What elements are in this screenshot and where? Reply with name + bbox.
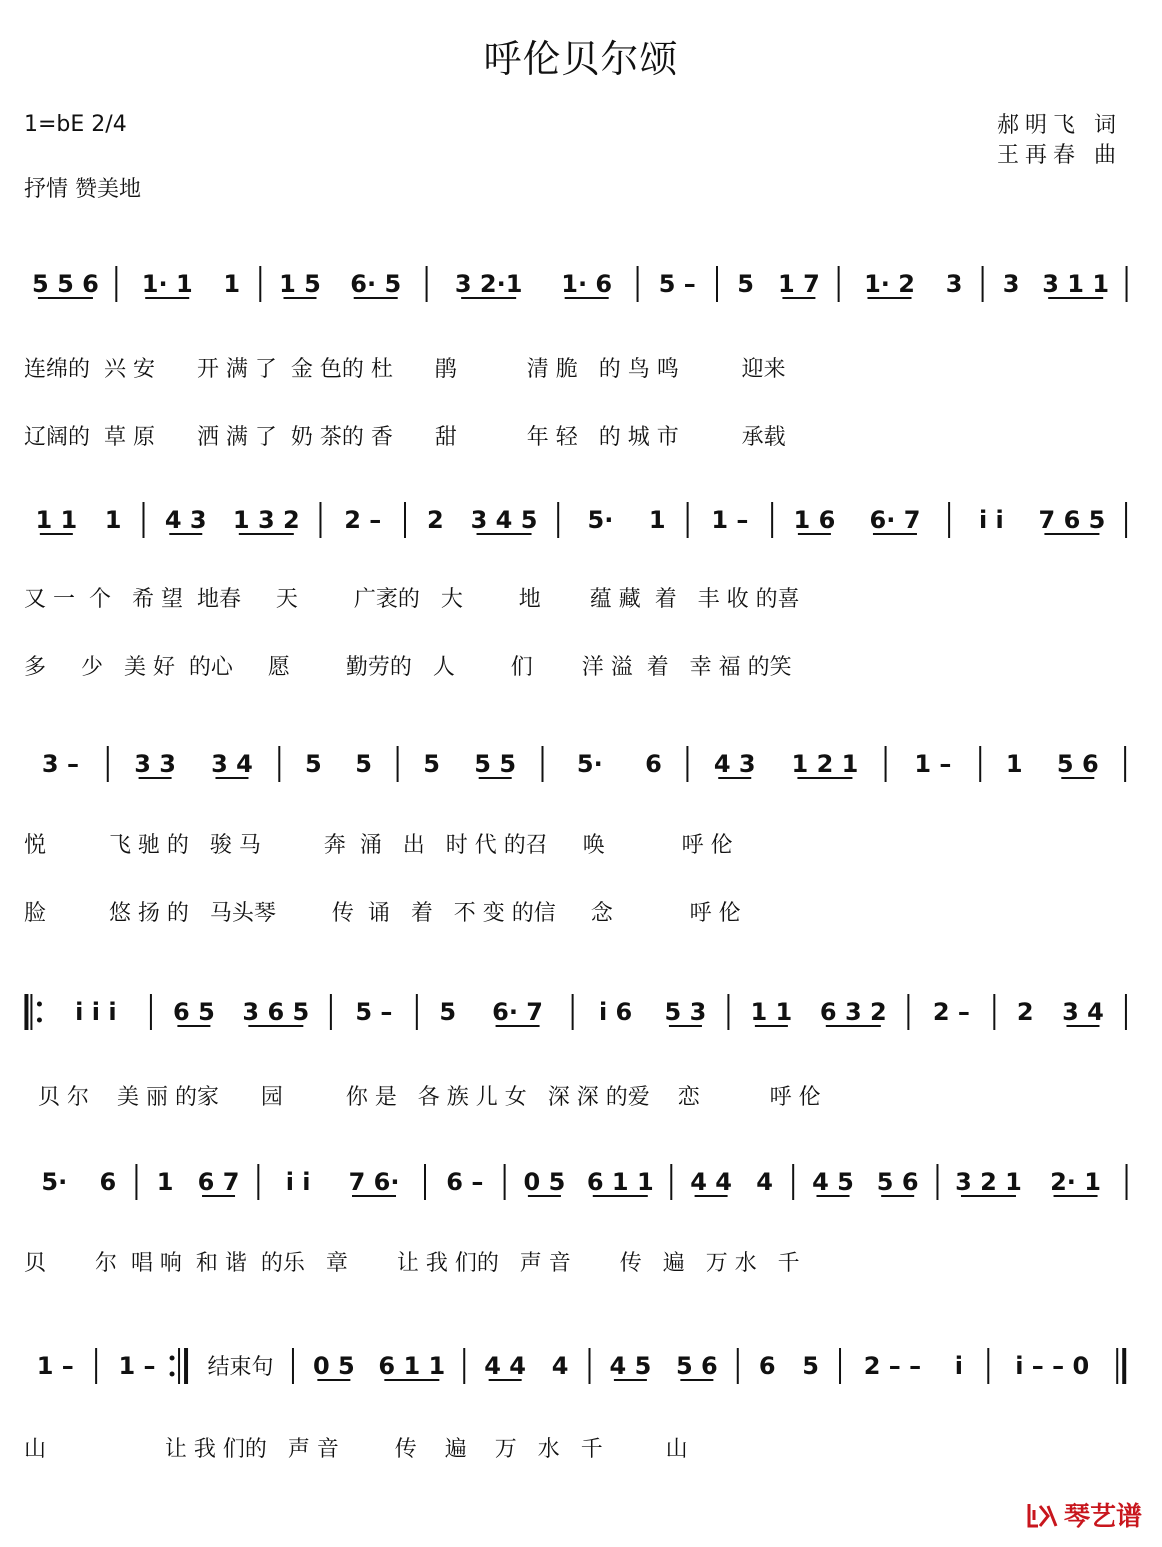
- note-group: 5: [304, 750, 322, 778]
- note-group: i i: [978, 506, 1004, 534]
- note-group: 6 3 2: [819, 998, 887, 1026]
- note-group: 1· 2: [864, 270, 915, 298]
- note-group: 6: [645, 750, 662, 778]
- note-group: 1: [223, 270, 241, 298]
- note-group: i 6: [598, 998, 633, 1026]
- notation-row-5: [22, 1146, 1134, 1216]
- note-group: i: [954, 1352, 964, 1380]
- note-group: i i i: [75, 998, 117, 1026]
- note-group: 3 4 5: [470, 506, 538, 534]
- note-group: 1 1: [35, 506, 78, 534]
- note-group: 4 4: [484, 1352, 527, 1380]
- logo-text: 琴艺谱: [1063, 1502, 1142, 1532]
- note-group: 3 2 1: [955, 1168, 1022, 1196]
- repeat-end: [170, 1348, 187, 1384]
- note-group: 2 – –: [863, 1352, 922, 1380]
- lyric-row-2-verse-2: 多 少 美 好 的心 愿 勤劳的 人 们 洋 溢 着 幸 福 的笑: [24, 655, 792, 680]
- note-group: 6· 7: [869, 506, 921, 534]
- note-group: i – – 0: [1015, 1352, 1090, 1380]
- note-group: 5·: [576, 750, 603, 778]
- lyric-row-1-verse-2: 辽阔的 草 原 洒 满 了 奶 茶的 香 甜 年 轻 的 城 市 承载: [24, 425, 786, 450]
- note-group: 4 3: [713, 750, 756, 778]
- coda-label: 结束句: [207, 1355, 274, 1380]
- note-group: 1· 6: [561, 270, 613, 298]
- note-group: 6: [758, 1352, 776, 1380]
- note-group: 6 1 1: [378, 1352, 446, 1380]
- note-group: 3 1 1: [1042, 270, 1110, 298]
- note-group: 4 3: [164, 506, 207, 534]
- note-group: 5 6: [876, 1168, 919, 1196]
- note-group: 1 2 1: [791, 750, 859, 778]
- note-group: 5: [423, 750, 440, 778]
- note-group: 5·: [41, 1168, 68, 1196]
- note-group: 5·: [587, 506, 614, 534]
- note-group: 3 4: [1062, 998, 1104, 1026]
- note-group: 2: [427, 506, 444, 534]
- score-title: 呼伦贝尔颂: [483, 37, 679, 81]
- note-group: 1 –: [711, 506, 749, 534]
- note-group: 0 5: [523, 1168, 566, 1196]
- note-group: 1: [1005, 750, 1023, 778]
- note-group: 5: [737, 270, 754, 298]
- composer-credit: 王再春 曲: [997, 143, 1122, 168]
- lyricist-credit: 郝明飞 词: [997, 113, 1122, 138]
- note-group: 1: [104, 506, 122, 534]
- note-group: 7 6·: [348, 1168, 400, 1196]
- notation-row-2: [22, 484, 1134, 554]
- note-group: 1 –: [118, 1352, 156, 1380]
- key-time-signature: 1=bE 2/4: [24, 112, 127, 137]
- note-group: 1 7: [778, 270, 820, 298]
- note-group: 5: [355, 750, 372, 778]
- note-group: 6 7: [197, 1168, 240, 1196]
- note-group: 4 5: [609, 1352, 652, 1380]
- note-group: 4 4: [690, 1168, 732, 1196]
- note-group: 1 1: [750, 998, 793, 1026]
- note-group: 5 5: [474, 750, 517, 778]
- notation-row-4: [22, 976, 1134, 1046]
- note-group: 1· 1: [141, 270, 193, 298]
- note-group: 1: [648, 506, 666, 534]
- note-group: 3 4: [211, 750, 253, 778]
- note-group: 3: [1002, 270, 1020, 298]
- note-group: 2 –: [932, 998, 970, 1026]
- note-group: 7 6 5: [1038, 506, 1106, 534]
- note-group: 1 –: [914, 750, 952, 778]
- note-group: 6 5: [173, 998, 215, 1026]
- note-group: 0 5: [312, 1352, 355, 1380]
- lyric-row-6: 山 让 我 们的 声 音 传 遍 万 水 千 山: [24, 1437, 688, 1462]
- note-group: 3 6 5: [242, 998, 310, 1026]
- lyric-row-3-verse-2: 脸 悠 扬 的 马头琴 传 诵 着 不 变 的信 念 呼 伦: [24, 901, 741, 926]
- site-logo: [1026, 1496, 1142, 1533]
- note-group: 3 3: [134, 750, 176, 778]
- lyric-row-5: 贝 尔 唱 响 和 谐 的乐 章 让 我 们的 声 音 传 遍 万 水 千: [24, 1251, 800, 1276]
- note-group: 5: [802, 1352, 819, 1380]
- note-group: 1 5: [279, 270, 321, 298]
- note-group: 1 6: [793, 506, 836, 534]
- lyric-row-3-verse-1: 悦 飞 驰 的 骏 马 奔 涌 出 时 代 的召 唤 呼 伦: [24, 833, 733, 858]
- note-group: 5 6: [1056, 750, 1099, 778]
- note-group: 3: [945, 270, 963, 298]
- note-group: 1 3 2: [232, 506, 300, 534]
- note-group: 2· 1: [1050, 1168, 1101, 1196]
- lyric-row-1-verse-1: 连绵的 兴 安 开 满 了 金 色的 杜 鹃 清 脆 的 鸟 鸣 迎来: [24, 357, 786, 382]
- note-group: 4 5: [812, 1168, 854, 1196]
- notation-row-1: [22, 248, 1134, 318]
- note-group: 4: [551, 1352, 569, 1380]
- note-group: 3 –: [41, 750, 79, 778]
- note-group: 2: [1016, 998, 1034, 1026]
- notation-row-3: [22, 728, 1134, 798]
- repeat-start: [26, 994, 42, 1030]
- note-group: 6· 7: [492, 998, 544, 1026]
- lyric-row-4: 贝 尔 美 丽 的家 园 你 是 各 族 儿 女 深 深 的爱 恋 呼 伦: [24, 1085, 821, 1110]
- note-group: 5 5 6: [32, 270, 99, 298]
- note-group: 5 –: [658, 270, 696, 298]
- note-group: 5 –: [355, 998, 393, 1026]
- note-group: 1 –: [36, 1352, 74, 1380]
- note-group: 5 6: [675, 1352, 718, 1380]
- note-group: 2 –: [344, 506, 382, 534]
- note-group: 6: [99, 1168, 117, 1196]
- note-group: 6 1 1: [586, 1168, 654, 1196]
- note-group: i i: [285, 1168, 311, 1196]
- note-group: 5: [439, 998, 457, 1026]
- logo-icon: [1026, 1500, 1058, 1530]
- notation-row-6: [22, 1330, 1134, 1400]
- final-barline: [1117, 1348, 1124, 1384]
- note-group: 1: [156, 1168, 174, 1196]
- note-group: 6· 5: [350, 270, 402, 298]
- note-group: 4: [756, 1168, 773, 1196]
- note-group: 5 3: [664, 998, 707, 1026]
- tempo-marking: 抒情 赞美地: [24, 177, 141, 202]
- note-group: 3 2·1: [454, 270, 523, 298]
- note-group: 6 –: [446, 1168, 484, 1196]
- lyric-row-2-verse-1: 又 一 个 希 望 地春 天 广袤的 大 地 蕴 藏 着 丰 收 的喜: [24, 587, 800, 612]
